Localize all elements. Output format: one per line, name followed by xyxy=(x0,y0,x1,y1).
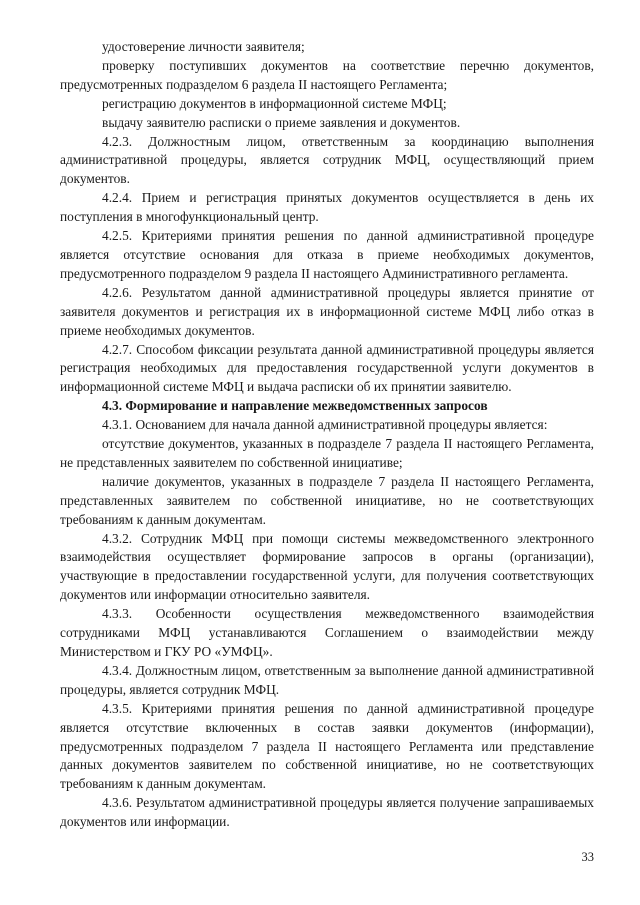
paragraph-4-2-3: 4.2.3. Должностным лицом, ответственным за координацию выполнения административной процедуры, является сотрудник МФЦ, осуществляющий прием документов. xyxy=(60,133,594,187)
paragraph-4-3-1: 4.3.1. Основанием для начала данной административной процедуры является: xyxy=(102,417,548,433)
paragraph-4-2-5: 4.2.5. Критериями принятия решения по данной административной процедуре является отсутствие основания для отказа в приеме необходимых документов, предусмотренного подразделом 9 раздела II настоящего Административного регламента. xyxy=(60,228,594,281)
paragraph-4-2-4: 4.2.4. Прием и регистрация принятых документов осуществляется в день их поступления в многофункциональный центр. xyxy=(60,190,594,225)
paragraph-presence-documents: наличие документов, указанных в подразделе 7 раздела II настоящего Регламента, представленных заявителем по собственной инициативе, но не соответствующих требованиям к данным документам. xyxy=(60,473,594,527)
paragraph-registration: регистрацию документов в информационной системе МФЦ; xyxy=(102,95,447,111)
document-page xyxy=(60,38,594,832)
section-heading-4-3: 4.3. Формирование и направление межведомственных запросов xyxy=(102,398,488,414)
paragraph-4-3-2: 4.3.2. Сотрудник МФЦ при помощи системы межведомственного электронного взаимодействия осуществляет формирование запросов в органы (организации), участвующие в предоставлении государственной услуги, для получения соответствующих документов или информации относительно заявителя. xyxy=(60,530,594,603)
paragraph-check-documents: проверку поступивших документов на соответствие перечню документов, предусмотренных подразделом 6 раздела II настоящего Регламента; xyxy=(60,57,594,92)
paragraph-4-3-5: 4.3.5. Критериями принятия решения по данной административной процедуре является отсутствие включенных в состав заявки документов (информации), предусмотренных подразделом 7 раздела II настоящего Регламента или представление данных документов заявителем по собственной инициативе, но не соответствующих требованиям к данным документам. xyxy=(60,700,594,792)
paragraph-4-2-7: 4.2.7. Способом фиксации результата данной административной процедуры является регистрация необходимых для предоставления государственной услуги документов в информационной системе МФЦ и выдача расписки об их принятии заявителю. xyxy=(60,341,594,395)
paragraph-4-3-3: 4.3.3. Особенности осуществления межведомственного взаимодействия сотрудниками МФЦ устанавливаются Соглашением о взаимодействии между Министерством и ГКУ РО «УМФЦ». xyxy=(60,606,594,659)
paragraph-4-3-4: 4.3.4. Должностным лицом, ответственным за выполнение данной административной процедуры, является сотрудник МФЦ. xyxy=(60,662,594,697)
page-number: 33 xyxy=(581,850,594,864)
paragraph-receipt: выдачу заявителю расписки о приеме заявления и документов. xyxy=(102,114,461,130)
paragraph-4-3-6: 4.3.6. Результатом административной процедуры является получение запрашиваемых документов или информации. xyxy=(60,795,594,830)
paragraph-absence-documents: отсутствие документов, указанных в подразделе 7 раздела II настоящего Регламента, не представленных заявителем по собственной инициативе; xyxy=(60,436,594,470)
paragraph-identity: удостоверение личности заявителя; xyxy=(102,39,305,54)
paragraph-4-2-6: 4.2.6. Результатом данной административной процедуры является принятие от заявителя документов и регистрация их в информационной системе МФЦ либо отказ в приеме необходимых документов. xyxy=(60,284,594,338)
